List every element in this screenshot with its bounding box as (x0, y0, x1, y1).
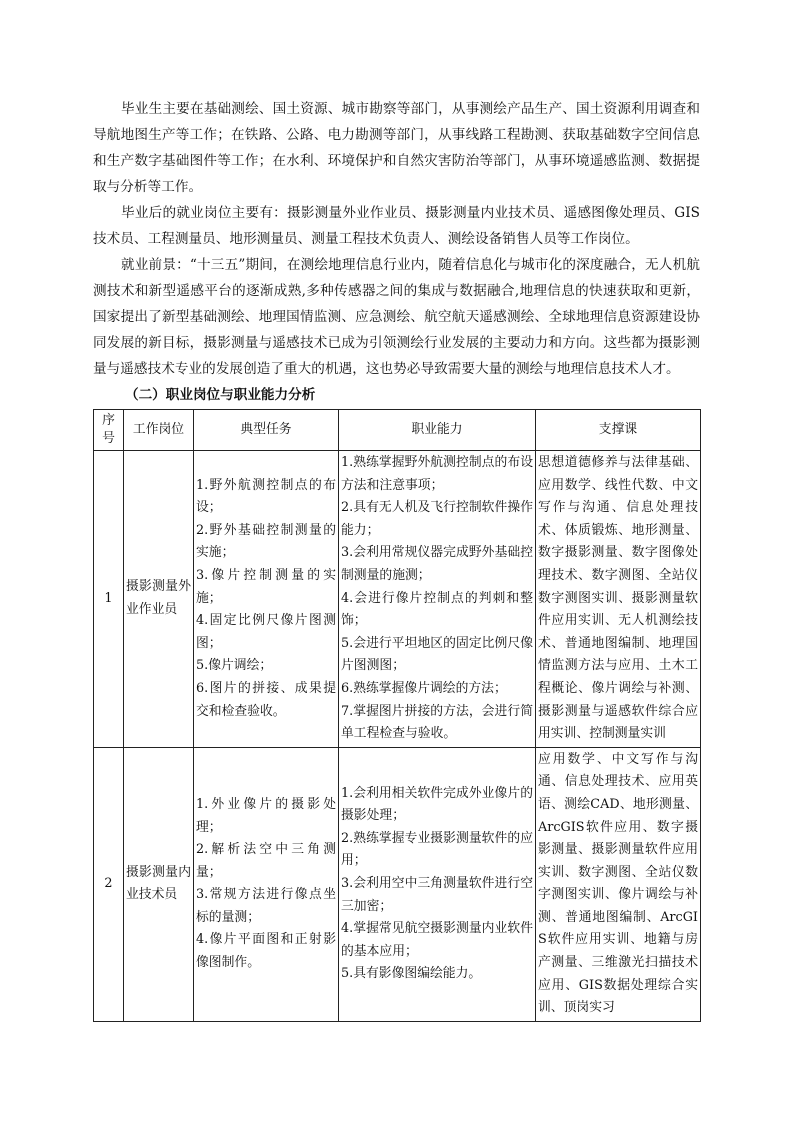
section-title: （二）职业岗位与职业能力分析 (125, 387, 316, 403)
ability-item: 3.会利用空中三角测量软件进行空三加密； (341, 875, 533, 914)
ability-item: 1.会利用相关软件完成外业像片的摄影处理； (341, 785, 533, 824)
ability-item: 6.熟练掌握像片调绘的方法； (341, 680, 507, 696)
header-ability: 职业能力 (339, 410, 536, 451)
task-item: 3.常规方法进行像点坐标的量测； (196, 887, 336, 925)
task-item: 1.外业像片的摄影处理； (196, 796, 336, 835)
cell-ability (339, 451, 536, 748)
ability-item: 7.掌握图片拼接的方法，会进行简单工程检查与验收。 (341, 703, 533, 742)
document-page (93, 96, 700, 1022)
paragraph-job-prospects: 就业前景：“十三五”期间，在测绘地理信息行业内，随着信息化与城市化的深度融合，无人机航测技术和新型遥感平台的逐渐成熟,多种传感器之间的集成与数据融合,地理信息的快速获取和更新，国家提出了新型基础测绘、地理国情监测、应急测绘、航空航天遥感测绘、全球地理信息资源建设协同发展的新目标，摄影测量与遥感技术已成为引领测绘行业发展的主要动力和方向。这些都为摄影测量与遥感技术专业的发展创造了重大的机遇，这也势必导致需要大量的测绘与地理信息技术人才。 (93, 257, 700, 377)
paragraph-graduate-fields: 毕业生主要在基础测绘、国土资源、城市勘察等部门，从事测绘产品生产、国土资源利用调查和导航地图生产等工作；在铁路、公路、电力勘测等部门，从事线路工程勘测、获取基础数字空间信息和生产数字基础图件等工作；在水利、环境保护和自然灾害防治等部门，从事环境遥感监测、数据提取与分析等工作。 (93, 101, 700, 195)
paragraph-job-positions: 毕业后的就业岗位主要有：摄影测量外业作业员、摄影测量内业技术员、遥感图像处理员、GIS技术员、工程测量员、地形测量员、测量工程技术负责人、测绘设备销售人员等工作岗位。 (93, 205, 700, 247)
ability-item: 2.熟练掌握专业摄影测量软件的应用； (341, 830, 533, 869)
table-row (94, 451, 701, 748)
cell-tasks (194, 747, 339, 1021)
ability-item: 5.具有影像图编绘能力。 (341, 966, 482, 982)
ability-item: 1.熟练掌握野外航测控制点的布设方法和注意事项； (341, 455, 533, 493)
task-item: 2.野外基础控制测量的实施； (196, 522, 336, 561)
header-post: 工作岗位 (124, 410, 194, 451)
task-item: 4.像片平面图和正射影像图制作。 (196, 932, 336, 971)
table-header-row (94, 410, 701, 451)
cell-courses: 应用数学、中文写作与沟通、信息处理技术、应用英语、测绘CAD、地形测量、ArcGIS软件应用、数字摄影测量、摄影测量软件应用实训、数字测图、全站仪数字测图实训、像片调绘与补测、普通地图编制、ArcGIS软件应用实训、地籍与房产测量、三维激光扫描技术应用、GIS数据处理综合实训、顶岗实习 (536, 747, 701, 1021)
task-item: 2.解析法空中三角测量； (196, 842, 336, 880)
ability-item: 2.具有无人机及飞行控制软件操作能力； (341, 500, 533, 538)
ability-item: 3.会利用常规仪器完成野外基础控制测量的施测； (341, 545, 533, 583)
cell-post: 摄影测量内业技术员 (124, 747, 194, 1021)
header-tasks: 典型任务 (194, 410, 339, 451)
task-item: 1.野外航测控制点的布设； (196, 477, 336, 516)
cell-no: 1 (94, 451, 124, 748)
task-item: 4.固定比例尺像片图测图； (196, 613, 336, 651)
table-row (94, 747, 701, 1021)
header-no: 序号 (94, 410, 124, 451)
ability-item: 4.会进行像片控制点的判刺和整饰； (341, 590, 533, 629)
task-item: 5.像片调绘； (196, 658, 273, 674)
ability-item: 4.掌握常见航空摄影测量内业软件的基本应用； (341, 921, 533, 959)
cell-no: 2 (94, 747, 124, 1021)
cell-post: 摄影测量外业作业员 (124, 451, 194, 748)
header-courses: 支撑课 (536, 410, 701, 451)
task-item: 6.图片的拼接、成果提交和检查验收。 (196, 680, 336, 719)
cell-ability (339, 747, 536, 1021)
career-ability-table (93, 409, 701, 1022)
ability-item: 5.会进行平坦地区的固定比例尺像片图测图； (341, 635, 533, 674)
task-item: 3.像片控制测量的实施； (196, 567, 336, 606)
cell-courses: 思想道德修养与法律基础、应用数学、线性代数、中文写作与沟通、信息处理技术、体质锻炼、地形测量、数字摄影测量、数字图像处理技术、数字测图、全站仪数字测图实训、摄影测量软件应用实训、无人机测绘技术、普通地图编制、地理国情监测方法与应用、土木工程概论、像片调绘与补测、摄影测量与遥感软件综合应用实训、控制测量实训 (536, 451, 701, 748)
cell-tasks (194, 451, 339, 748)
